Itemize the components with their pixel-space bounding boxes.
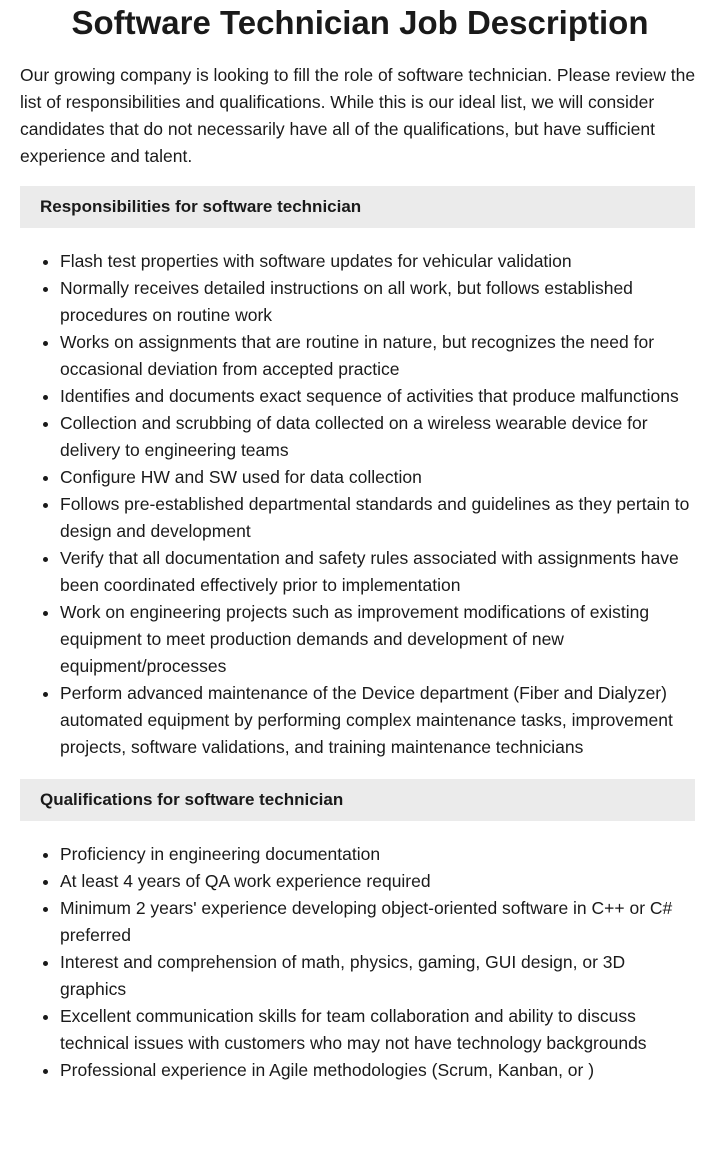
list-item: • Follows pre-established departmental standards and guidelines as they pertain to design and development bbox=[60, 491, 695, 545]
list-item: • Perform advanced maintenance of the Device department (Fiber and Dialyzer) automated equipment by performing complex maintenance tasks, improvement projects, software validations, and training maintenance technicians bbox=[60, 680, 695, 761]
list-item: • Verify that all documentation and safety rules associated with assignments have been coordinated effectively prior to implementation bbox=[60, 545, 695, 599]
list-item: • Minimum 2 years' experience developing object-oriented software in C++ or C# preferred bbox=[60, 895, 695, 949]
list-item: • Proficiency in engineering documentation bbox=[60, 841, 695, 868]
list-item: • Identifies and documents exact sequence of activities that produce malfunctions bbox=[60, 383, 695, 410]
responsibilities-list bbox=[20, 248, 695, 761]
list-item: • Collection and scrubbing of data collected on a wireless wearable device for delivery to engineering teams bbox=[60, 410, 695, 464]
list-item: • Normally receives detailed instructions on all work, but follows established procedures on routine work bbox=[60, 275, 695, 329]
responsibilities-heading: Responsibilities for software technician bbox=[20, 186, 695, 228]
list-item: • Interest and comprehension of math, physics, gaming, GUI design, or 3D graphics bbox=[60, 949, 695, 1003]
list-item: • Flash test properties with software updates for vehicular validation bbox=[60, 248, 695, 275]
list-item: • Configure HW and SW used for data collection bbox=[60, 464, 695, 491]
list-item: • Works on assignments that are routine in nature, but recognizes the need for occasional deviation from accepted practice bbox=[60, 329, 695, 383]
intro-paragraph: Our growing company is looking to fill the role of software technician. Please review the list of responsibilities and qualifications. While this is our ideal list, we will consider candidates that do not necessarily have all of the qualifications, but have sufficient experience and talent. bbox=[20, 65, 696, 166]
list-item: • Excellent communication skills for team collaboration and ability to discuss technical issues with customers who may not have technology backgrounds bbox=[60, 1003, 695, 1057]
list-item: • Professional experience in Agile methodologies (Scrum, Kanban, or ) bbox=[60, 1057, 695, 1084]
qualifications-list bbox=[20, 841, 695, 1084]
qualifications-heading: Qualifications for software technician bbox=[20, 779, 695, 821]
page-title: Software Technician Job Description bbox=[71, 4, 649, 41]
list-item: • Work on engineering projects such as improvement modifications of existing equipment to meet production demands and development of new equipment/processes bbox=[60, 599, 695, 680]
list-item: • At least 4 years of QA work experience required bbox=[60, 868, 695, 895]
